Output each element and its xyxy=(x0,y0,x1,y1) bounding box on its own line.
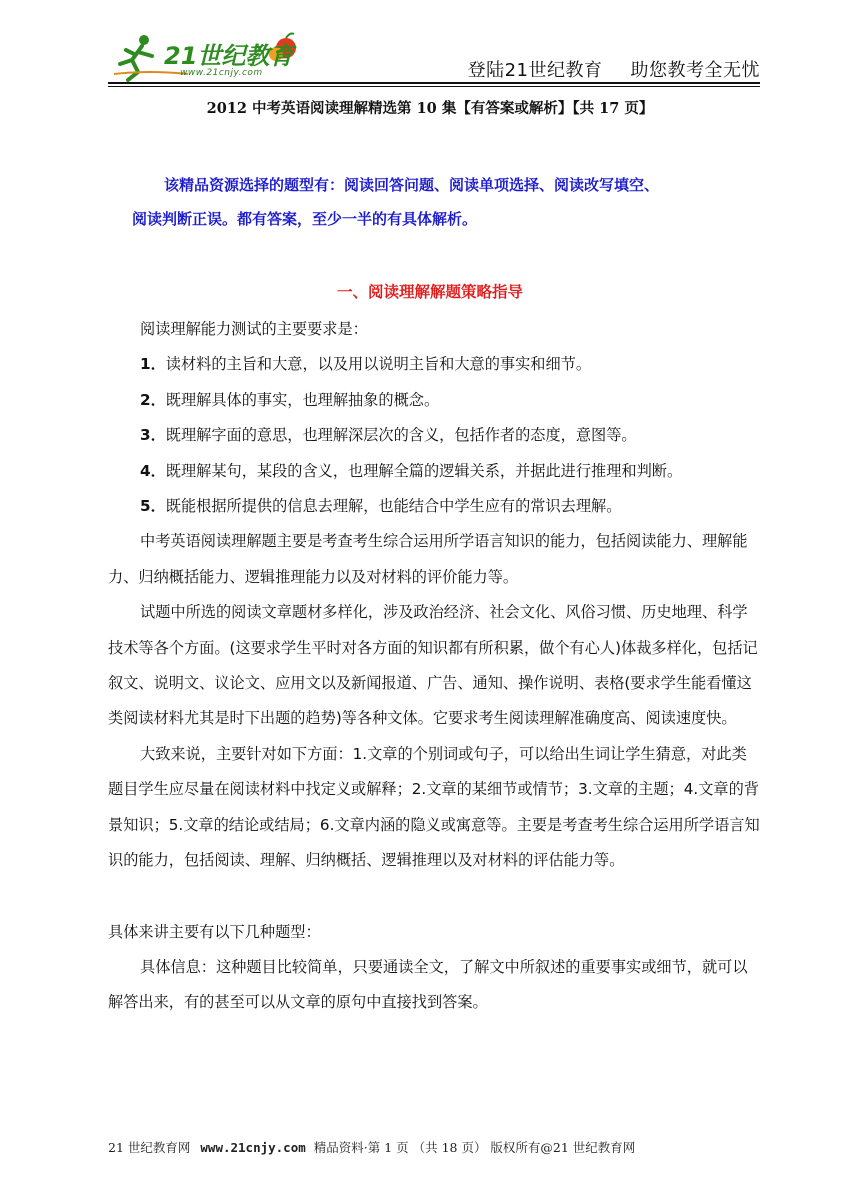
document-title: 2012 中考英语阅读理解精选第 10 集【有答案或解析】【共 17 页】 xyxy=(206,100,654,117)
paragraph-topics: 试题中所选的阅读文章题材多样化，涉及政治经济、社会文化、风俗习惯、历史地理、科学技术等各个方面。(这要求学生平时对各方面的知识都有所积累，做个有心人)体裁多样化，包括记叙文、说明文、议论文、应用文以及新闻报道、广告、通知、操作说明、表格(要求学生能看懂这类阅读材料尤其是时下出题的趋势)等各种文体。它要求考生阅读理解准确度高、阅读速度快。 xyxy=(108,603,758,728)
footer-site-name: 21 世纪教育网 xyxy=(108,1140,191,1155)
header-tagline xyxy=(440,56,760,82)
requirement-item: 3．既理解字面的意思，也理解深层次的含义，包括作者的态度，意图等。 xyxy=(140,426,637,445)
section-title: 一、阅读理解解题策略指导 xyxy=(336,283,523,301)
requirement-item: 4．既理解某句，某段的含义，也理解全篇的逻辑关系，并据此进行推理和判断。 xyxy=(140,461,683,480)
tagline-slogan: 助您教考全无忧 xyxy=(630,60,760,81)
intro-line-2: 阅读判断正误。都有答案，至少一半的有具体解析。 xyxy=(132,210,478,228)
logo xyxy=(108,30,308,84)
requirement-item: 1．读材料的主旨和大意，以及用以说明主旨和大意的事实和细节。 xyxy=(140,355,592,374)
paragraph-question-types: 具体来讲主要有以下几种题型： xyxy=(108,922,321,941)
spacer xyxy=(108,879,760,915)
paragraph-focus: 大致来说，主要针对如下方面：1.文章的个别词或句子，可以给出生词让学生猜意，对此类题目学生应尽量在阅读材料中找定义或解释；2.文章的某细节或情节；3.文章的主题；4.文章的背景知识；5.文章的结论或结局；6.文章内涵的隐义或寓意等。主要是考查考生综合运用所学语言知识的能力，包括阅读、理解、归纳概括、逻辑推理以及对材料的评估能力等。 xyxy=(108,744,760,870)
paragraph-overview: 中考英语阅读理解题主要是考查考生综合运用所学语言知识的能力，包括阅读能力、理解能力、归纳概括能力、逻辑推理能力以及对材料的评价能力等。 xyxy=(108,532,748,586)
footer-url: www.21cnjy.com xyxy=(200,1140,306,1155)
header-rule-thin xyxy=(108,86,760,87)
footer-page-info: 精品资料·第 1 页 （共 18 页） 版权所有@21 世纪教育网 xyxy=(313,1140,636,1155)
tagline-login: 登陆21世纪教育 xyxy=(467,60,603,81)
header-rule xyxy=(108,82,760,84)
page-footer xyxy=(108,1138,760,1156)
paragraph-specific-info: 具体信息：这种题目比较简单，只要通读全文，了解文中所叙述的重要事实或细节，就可以解答出来，有的甚至可以从文章的原句中直接找到答案。 xyxy=(108,957,748,1012)
logo-url: www.21cnjy.com xyxy=(180,68,263,78)
requirement-item: 2．既理解具体的事实，也理解抽象的概念。 xyxy=(140,390,440,409)
requirement-item: 5．既能根据所提供的信息去理解，也能结合中学生应有的常识去理解。 xyxy=(140,497,622,516)
intro-line-1: 该精品资源选择的题型有：阅读回答问题、阅读单项选择、阅读改写填空、 xyxy=(164,176,660,194)
document-body xyxy=(108,312,760,1021)
logo-text: 21世纪教育 xyxy=(164,42,294,70)
requirements-intro: 阅读理解能力测试的主要要求是： xyxy=(140,320,368,338)
intro-block xyxy=(108,168,760,236)
page-header xyxy=(108,30,760,84)
